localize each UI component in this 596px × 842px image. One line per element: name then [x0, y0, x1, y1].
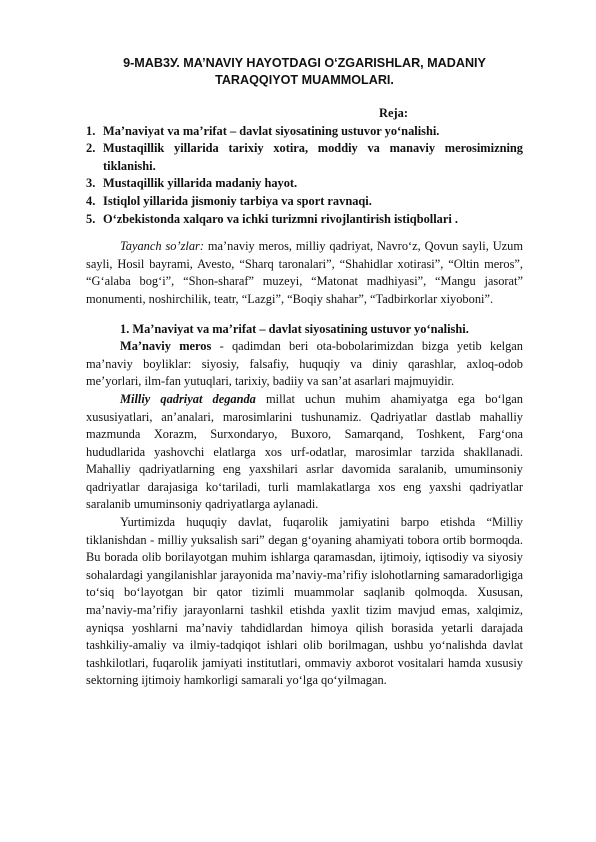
term-heritage: Ma’naviy meros: [120, 339, 212, 354]
list-item: [86, 123, 523, 141]
paragraph-text: millat uchun muhim ahamiyatga ega bo‘lgan xususiyatlari, an’analari, marosimlarini tushunamiz. Qadriyatlar dastlab mahalliy mazmunda Xorazm, Surxondaryo, Buxoro, Samarqand, Toshkent, Farg‘ona hududlarida yashovchi elatlarga xos urf-odatlar, marosimlar tarzida shakllanadi. Mahalliy qadriyatlarning eng yaxshilari asrlar davomida saralanib, umuminsoniy qadriyatlar darajasiga ko‘tariladi, turli mamlakatlarga xos eng yaxshi qadriyatlar saralanib umuminsoniy qadriyatlarga aylanadi.: [86, 391, 523, 512]
list-item-text: O‘zbekistonda xalqaro va ichki turizmni rivojlantirish istiqbollari .: [103, 211, 458, 226]
document-page: [86, 55, 523, 690]
list-item: [86, 140, 523, 175]
keywords-label: Tayanch so’zlar:: [120, 239, 204, 254]
paragraph-values: [86, 391, 523, 514]
page-title: 9-MAB3У. MA’NAVIY HAYOTDAGI O‘ZGARISHLAR, MADANIY TARAQQIYOT MUAMMOLARI.: [123, 56, 486, 87]
paragraph-text: - qadimdan beri ota-bobolarimizdan bizga yetib kelgan ma’naviy boyliklar: siyosiy, falsafiy, huquqiy va diniy qarashlar, axloq-odob me’yorlari, ilm-fan yutuqlari, tarixiy, badiiy va san’at asarlari majmuyidir.: [86, 339, 523, 389]
plan-list: [86, 123, 523, 229]
list-item-text: Mustaqillik yillarida madaniy hayot.: [103, 176, 298, 191]
list-item-text: Istiqlol yillarida jismoniy tarbiya va sport ravnaqi.: [103, 193, 372, 208]
paragraph-reforms: Yurtimizda huquqiy davlat, fuqarolik jamiyatini barpo etishda “Milliy tiklanishdan - milliy yuksalish sari” degan g‘oyaning ahamiyati tobora ortib bormoqda. Bu borada olib borilayotgan muhim ishlarga qaramasdan, ijtimoiy, iqtisodiy va siyosiy sohalardagi yangilanishlar jarayonida ma’naviy-ma’rifiy islohotlarning samaradorligiga to‘siq bo‘layotgan bir qator tizimli muammolar saqlanib qolmoqda. Xususan, ma’naviy-ma’rifiy jarayonlarni tashkil etishda yaxlit tizim mavjud emas, xalqimiz, ayniqsa yoshlarni ma’naviy tahdidlardan himoya qilish borasida yetarli darajada tashkiliy-amaliy va ilmiy-tadqiqot ishlari olib borilmagan, ushbu yo‘nalishda davlat tashkilotlari, fuqarolik jamiyati institutlari, ommaviy axborot vositalari hamda xususiy sektorning ijtimoiy hamkorligi samarali yo‘lga qo‘yilmagan.: [86, 515, 523, 688]
list-item-number: 3.: [86, 176, 96, 191]
list-item-number: 5.: [86, 211, 96, 226]
list-item: [86, 175, 523, 193]
list-item-text: Mustaqillik yillarida tarixiy xotira, moddiy va manaviy merosimizning tiklanishi.: [103, 141, 523, 173]
list-item: [86, 193, 523, 211]
list-item-number: 2.: [86, 141, 96, 156]
section-heading: 1. Ma’naviyat va ma’rifat – davlat siyosatining ustuvor yo‘nalishi.: [120, 321, 469, 336]
keywords-text: ma’naviy meros, milliy qadriyat, Navro‘z, Qovun sayli, Uzum sayli, Hosil bayrami, Avesto, “Sharq taronalari”, “Shahidlar xotirasi”, “Oltin meros”, “G‘alaba bog‘i”, “Shon-sharaf” muzeyi, “Matonat madhiyasi”, “Mangu jasorat” monumenti, noshirchilik, teatr, “Lazgi”, “Boqiy shahar”, “Tadbirkorlar xiyoboni”.: [86, 239, 523, 306]
list-item: [86, 211, 523, 229]
keywords-paragraph: [86, 238, 523, 308]
list-item-number: 1.: [86, 123, 96, 138]
plan-label: Reja:: [379, 106, 408, 120]
list-item-number: 4.: [86, 193, 96, 208]
term-values: Milliy qadriyat deganda: [120, 391, 256, 406]
paragraph-heritage: [86, 338, 523, 391]
list-item-text: Ma’naviyat va ma’rifat – davlat siyosatining ustuvor yo‘nalishi.: [103, 123, 440, 138]
